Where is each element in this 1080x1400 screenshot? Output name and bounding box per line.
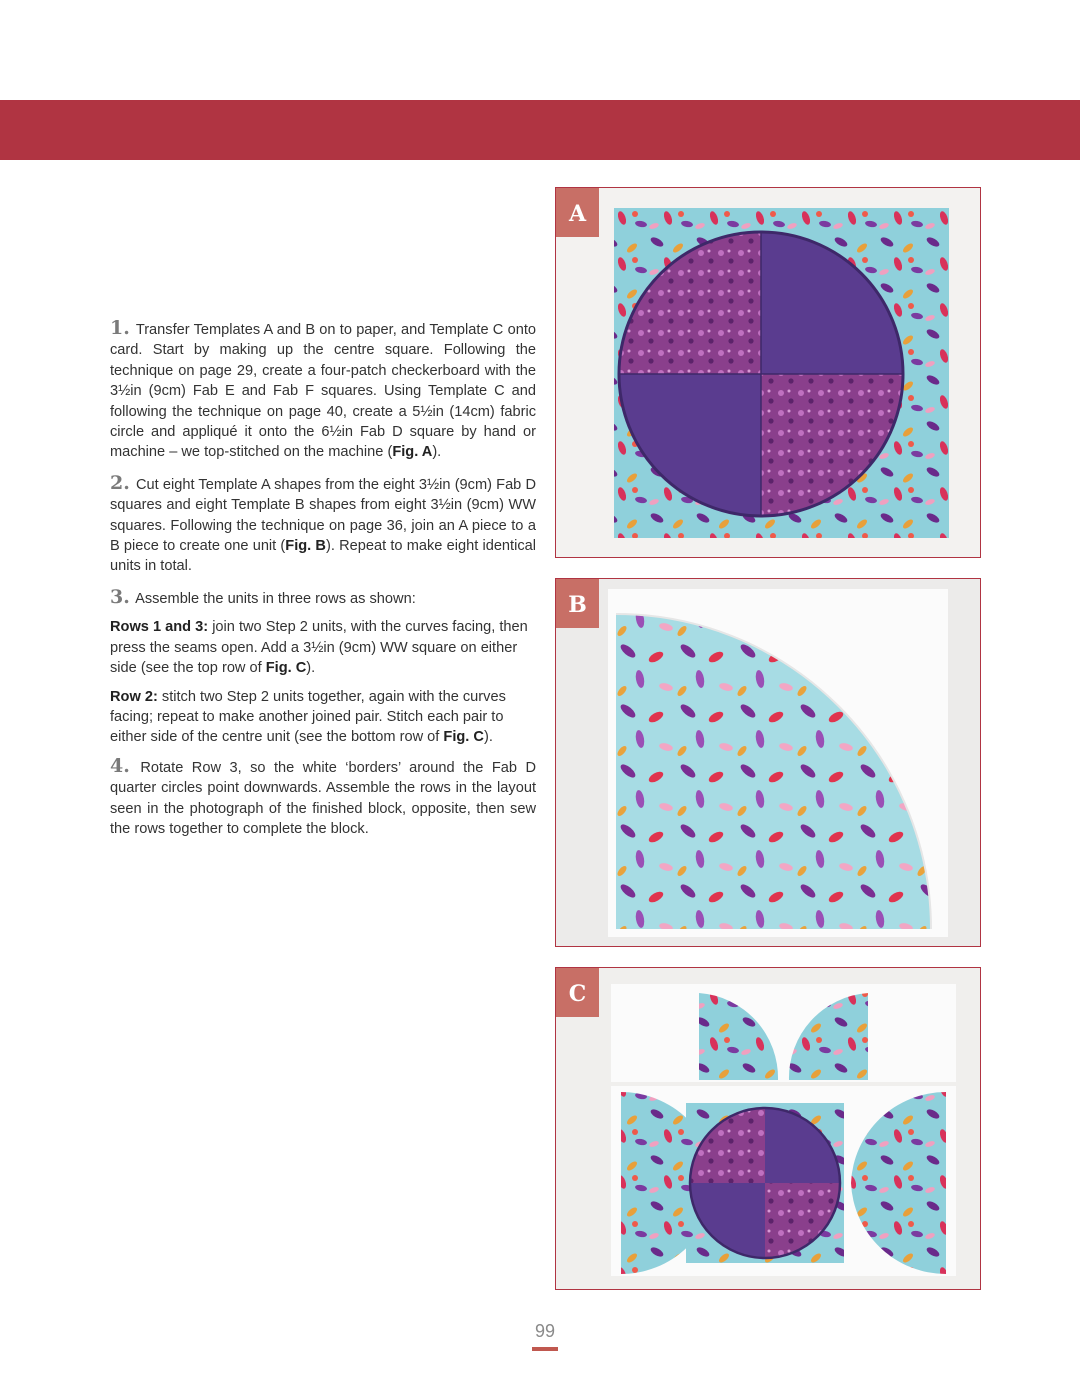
figure-a bbox=[555, 187, 981, 558]
step-number: 3. bbox=[110, 585, 130, 608]
step-3 bbox=[110, 587, 536, 609]
row-text: stitch two Step 2 units together, again with the curves facing; repeat to make another joined pair. Stitch each pair to either side of the centre unit (see the bottom row of bbox=[110, 688, 506, 746]
step-3-rows-1-3 bbox=[110, 617, 536, 678]
figure-b-label: B bbox=[556, 579, 599, 628]
instructions bbox=[110, 318, 536, 849]
step-number: 1. bbox=[110, 317, 130, 339]
row-text-end: ). bbox=[483, 729, 493, 746]
figure-a-label: A bbox=[556, 188, 599, 237]
step-text: Rotate Row 3, so the white ‘borders’ around the Fab D quarter circles point downwards. Assemble the rows in the layout seen in the photograph of the finished block, opposite, then sew the rows together to complete the block. bbox=[110, 759, 536, 837]
figure-c bbox=[555, 967, 981, 1290]
rows-text: join two Step 2 units, with the curves facing, then press the seams open. Add a 3½in (9cm) WW square on either side (see the top row of bbox=[110, 619, 528, 677]
step-2 bbox=[110, 473, 536, 577]
figure-ref: Fig. C bbox=[265, 660, 307, 677]
step-text-end: ). bbox=[432, 444, 442, 461]
step-4 bbox=[110, 756, 536, 840]
step-text: Assemble the units in three rows as shown: bbox=[135, 590, 416, 607]
row-label: Row 2: bbox=[110, 688, 158, 705]
figure-b bbox=[555, 578, 981, 947]
step-text-end: ). Repeat to make eight identical units in total. bbox=[110, 538, 537, 575]
figure-ref: Fig. A bbox=[392, 444, 433, 461]
rows-text-end: ). bbox=[306, 660, 316, 677]
figure-c-label: C bbox=[556, 968, 599, 1017]
figure-b-photo bbox=[556, 579, 980, 946]
header-band bbox=[0, 100, 1080, 160]
figure-ref: Fig. C bbox=[443, 729, 484, 746]
page-number: 99 bbox=[534, 1321, 556, 1341]
step-number: 2. bbox=[110, 471, 130, 494]
step-text: Transfer Templates A and B on to paper, and Template C onto card. Start by making up the centre square. Following the technique on page 29, create a four-patch checkerboard with the 3½in (9cm) Fab E and Fab F squares. Using Template C and following the technique on page 40, create a 5½in (14cm) fabric circle and appliqué it onto the 6½in Fab D square by hand or machine – we top-stitched on the machine ( bbox=[110, 322, 536, 461]
step-3-row-2 bbox=[110, 687, 536, 748]
step-text: Cut eight Template A shapes from the eight 3½in (9cm) Fab D squares and eight Template B shapes from eight 3½in (9cm) WW squares. Following the technique on page 36, join an A piece to a B piece to create one unit ( bbox=[110, 476, 536, 555]
figure-c-photo bbox=[556, 968, 980, 1289]
rows-label: Rows 1 and 3: bbox=[110, 619, 209, 636]
page-number-rule bbox=[532, 1347, 558, 1351]
step-number: 4. bbox=[110, 754, 130, 777]
step-1 bbox=[110, 318, 536, 463]
figure-ref: Fig. B bbox=[285, 538, 326, 555]
figure-a-photo bbox=[556, 188, 980, 557]
